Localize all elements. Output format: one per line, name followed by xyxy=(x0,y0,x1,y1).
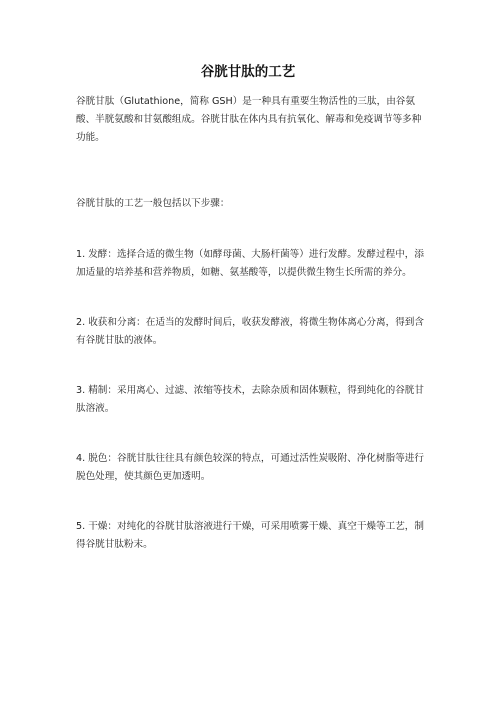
steps-lead-paragraph: 谷胱甘肽的工艺一般包括以下步骤： xyxy=(76,198,230,209)
step-1-paragraph: 1. 发酵：选择合适的微生物（如酵母菌、大肠杆菌等）进行发酵。发酵过程中，添加适量的培养基和营养物质，如糖、氨基酸等，以提供微生物生长所需的养分。 xyxy=(76,249,424,278)
document-title: 谷胱甘肽的工艺 xyxy=(200,64,296,80)
step-5-paragraph: 5. 干燥：对纯化的谷胱甘肽溶液进行干燥，可采用喷雾干燥、真空干燥等工艺，制得谷胱甘肽粉末。 xyxy=(76,521,424,550)
intro-paragraph: 谷胱甘肽（Glutathione，简称 GSH）是一种具有重要生物活性的三肽，由谷氨酸、半胱氨酸和甘氨酸组成。谷胱甘肽在体内具有抗氧化、解毒和免疫调节等多种功能。 xyxy=(76,96,422,143)
step-4-paragraph: 4. 脱色：谷胱甘肽往往具有颜色较深的特点，可通过活性炭吸附、净化树脂等进行脱色处理，使其颜色更加透明。 xyxy=(76,453,424,482)
step-3-paragraph: 3. 精制：采用离心、过滤、浓缩等技术，去除杂质和固体颗粒，得到纯化的谷胱甘肽溶液。 xyxy=(76,385,424,414)
step-2-paragraph: 2. 收获和分离：在适当的发酵时间后，收获发酵液，将微生物体离心分离，得到含有谷胱甘肽的液体。 xyxy=(76,317,424,346)
